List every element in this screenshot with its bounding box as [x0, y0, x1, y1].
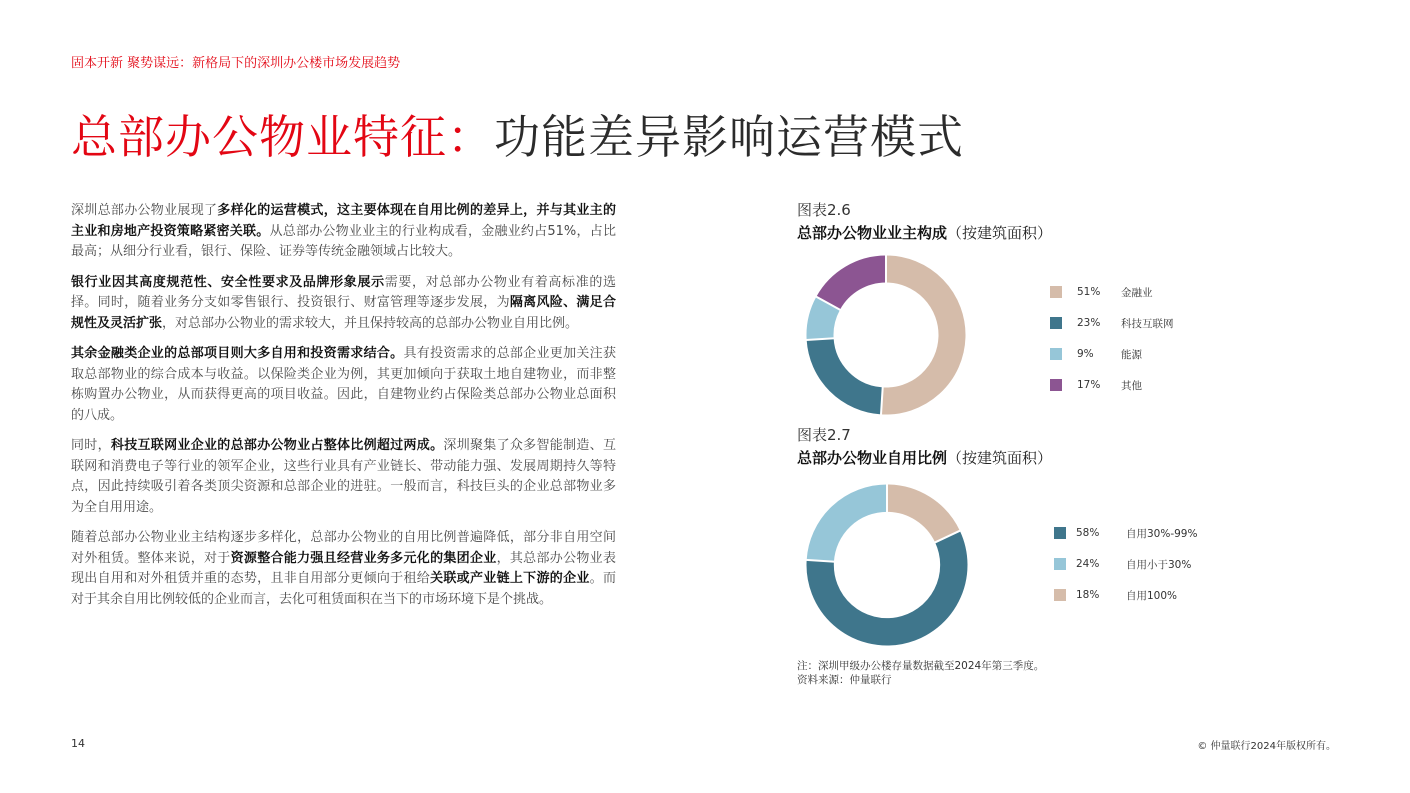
paragraph-text: 深圳总部办公物业展现了: [71, 203, 218, 218]
page-title-red: 总部办公物业特征：: [71, 110, 494, 164]
legend-item: [1054, 526, 1198, 540]
legend-swatch: [1054, 558, 1066, 570]
donut-slice: [882, 269, 952, 401]
legend-label: 自用小于30%: [1126, 558, 1192, 571]
legend-label: 能源: [1121, 348, 1142, 361]
emphasis-text: 其余金融类企业的总部项目则大多自用和投资需求结合。: [71, 346, 404, 361]
emphasis-text: 隔离风险、满足合规性及灵活扩张: [71, 295, 616, 331]
figure-title-normal: （按建筑面积）: [947, 449, 1053, 467]
chart-note: [797, 659, 1044, 687]
donut-chart-owner-composition: [806, 255, 966, 415]
emphasis-text: 关联或产业链上下游的企业: [430, 571, 590, 586]
source-line: 资料来源：仲量联行: [797, 674, 892, 686]
emphasis-text: 多样化的运营模式，这主要体现在自用比例的差异上，并与其业主的主业和房地产投资策略紧密关联。: [71, 203, 616, 239]
legend-swatch: [1050, 286, 1062, 298]
paragraph-text: 同时，: [71, 438, 111, 453]
figure-title-bold: 总部办公物业业主构成: [797, 224, 948, 242]
paragraph-text: ，其总部办公物业表现出自用和对外租赁并重的态势，且非自用部分更倾向于租给: [71, 550, 616, 586]
legend-item: [1050, 347, 1142, 361]
legend-item: [1054, 557, 1192, 571]
paragraph-text: 从总部办公物业业主的行业构成看，金融业约占51%，占比最高；从细分行业看，银行、保险、证券等传统金融领域占比较大。: [71, 223, 616, 259]
legend-swatch: [1050, 379, 1062, 391]
emphasis-text: 资源整合能力强且经营业务多元化的集团企业: [230, 550, 497, 566]
figure-title-2-6: [797, 222, 1052, 243]
running-header: 固本开新 聚势谋远：新格局下的深圳办公楼市场发展趋势: [71, 56, 401, 71]
donut-slice: [887, 498, 947, 536]
donut-slice: [820, 537, 954, 632]
legend-swatch: [1050, 348, 1062, 360]
legend-percent: 17%: [1077, 379, 1101, 391]
legend-percent: 23%: [1077, 317, 1101, 329]
figure-number-2-6: 图表2.6: [797, 201, 851, 219]
donut-slice: [820, 339, 882, 401]
legend-percent: 18%: [1076, 589, 1100, 601]
legend-item: [1054, 588, 1178, 602]
copyright-notice: © 仲量联行2024年版权所有。: [1197, 741, 1336, 752]
paragraph-text: ，对总部办公物业的需求较大，并且保持较高的总部办公物业自用比例。: [162, 315, 579, 331]
legend-item: [1050, 378, 1142, 392]
legend-label: 金融业: [1121, 286, 1153, 299]
emphasis-text: 科技互联网业企业的总部办公物业占整体比例超过两成。: [110, 438, 444, 453]
legend-label: 自用30%-99%: [1126, 527, 1198, 540]
legend-label: 科技互联网: [1121, 317, 1174, 330]
figure-title-2-7: [797, 447, 1052, 468]
legend-percent: 24%: [1076, 558, 1100, 570]
paragraph-text: 需要，对总部办公物业有着高标准的选择。同时，随着业务分支如零售银行、投资银行、财富管理等逐步发展，为: [71, 274, 616, 310]
note-line: 注：深圳甲级办公楼存量数据截至2024年第三季度。: [797, 660, 1045, 672]
legend-label: 自用100%: [1126, 589, 1178, 602]
paragraph-text: 随着总部办公物业业主结构逐步多样化，总部办公物业的自用比例普遍降低，部分非自用空间对外租赁。整体来说，对于: [71, 530, 616, 566]
donut-chart-self-use-ratio: [806, 484, 968, 646]
legend-percent: 51%: [1077, 286, 1101, 298]
legend-self-use-ratio: [1054, 526, 1214, 606]
page-title: [71, 110, 964, 165]
legend-label: 其他: [1121, 379, 1142, 392]
page-number: 14: [71, 737, 85, 750]
page-title-dark: 功能差异影响运营模式: [494, 110, 964, 164]
body-paragraph: [71, 273, 616, 335]
body-text: [71, 201, 616, 620]
body-paragraph: [71, 436, 616, 518]
legend-owner-composition: [1050, 285, 1210, 395]
figure-title-normal: （按建筑面积）: [947, 224, 1053, 242]
paragraph-text: 。而对于其余自用比例较低的企业而言，去化可租赁面积在当下的市场环境下是个挑战。: [71, 571, 616, 607]
legend-percent: 58%: [1076, 527, 1100, 539]
emphasis-text: 银行业因其高度规范性、安全性要求及品牌形象展示: [71, 274, 385, 290]
body-paragraph: [71, 201, 616, 263]
donut-slice: [828, 269, 886, 303]
legend-item: [1050, 285, 1153, 299]
figure-title-bold: 总部办公物业自用比例: [797, 449, 948, 467]
donut-slice: [820, 498, 887, 561]
body-paragraph: [71, 528, 616, 610]
legend-swatch: [1054, 527, 1066, 539]
legend-item: [1050, 316, 1174, 330]
donut-slice: [820, 303, 828, 339]
legend-swatch: [1054, 589, 1066, 601]
body-paragraph: [71, 344, 616, 426]
legend-swatch: [1050, 317, 1062, 329]
paragraph-text: 深圳聚集了众多智能制造、互联网和消费电子等行业的领军企业，这些行业具有产业链长、带动能力强、发展周期持久等特点，因此持续吸引着各类顶尖资源和总部企业的进驻。一般而言，科技巨头的企业总部物业多为全自用用途。: [71, 438, 616, 515]
legend-percent: 9%: [1077, 348, 1094, 360]
paragraph-text: 具有投资需求的总部企业更加关注获取总部物业的综合成本与收益。以保险类企业为例，其更加倾向于获取土地自建物业，而非整栋购置办公物业，从而获得更高的项目收益。因此，自建物业约占保险类总部办公物业总面积的八成。: [71, 346, 616, 423]
figure-number-2-7: 图表2.7: [797, 426, 851, 444]
